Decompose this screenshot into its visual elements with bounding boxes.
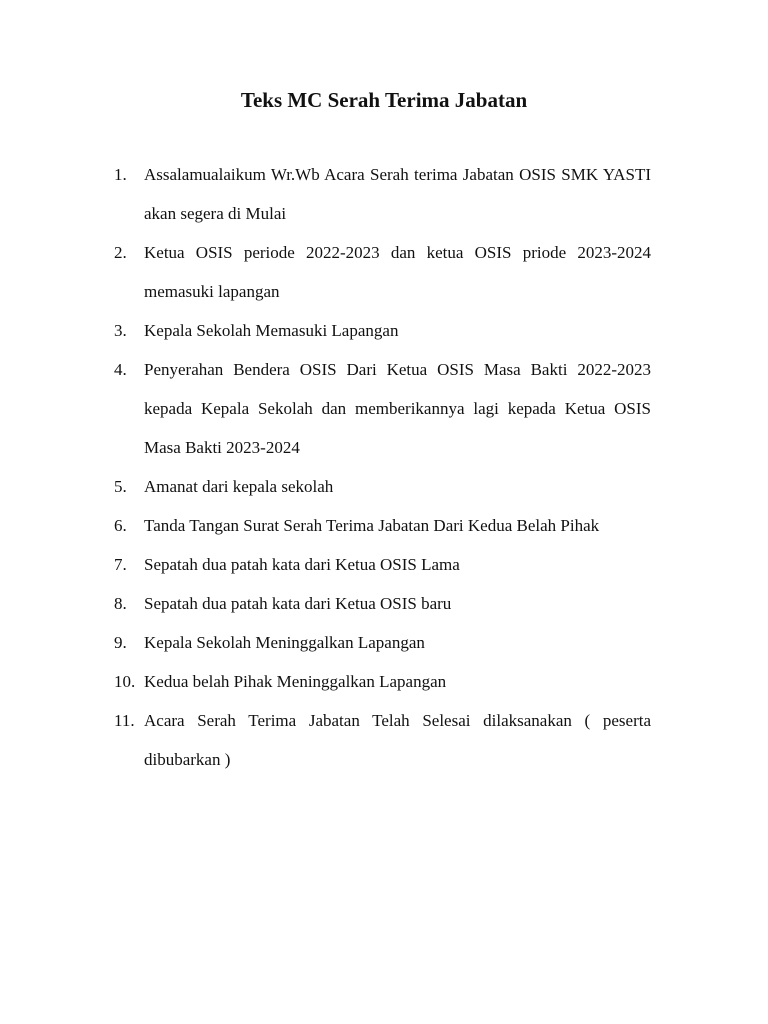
- list-item: [114, 701, 651, 779]
- list-item-number: 5.: [114, 477, 127, 496]
- list-item-text: Kedua belah Pihak Meninggalkan Lapangan: [144, 672, 447, 691]
- list-item: [114, 155, 651, 233]
- list-item-number: 4.: [114, 360, 127, 379]
- list-item-text: Assalamualaikum Wr.Wb Acara Serah terima Jabatan OSIS SMK YASTI akan segera di Mulai: [144, 165, 651, 223]
- list-item: [114, 350, 651, 467]
- list-item-number: 3.: [114, 321, 127, 340]
- list-item-number: 7.: [114, 555, 127, 574]
- list-item-number: 6.: [114, 516, 127, 535]
- list-item: [114, 623, 651, 662]
- list-item-text: Sepatah dua patah kata dari Ketua OSIS baru: [144, 594, 452, 613]
- list-item: [114, 662, 651, 701]
- list-item: [114, 545, 651, 584]
- list-item-number: 11.: [114, 711, 135, 730]
- list-item: [114, 467, 651, 506]
- agenda-list: [114, 155, 651, 779]
- list-item: [114, 506, 651, 545]
- list-item-text: Kepala Sekolah Memasuki Lapangan: [144, 321, 399, 340]
- list-item-number: 1.: [114, 165, 127, 184]
- list-item-number: 2.: [114, 243, 127, 262]
- list-item-number: 10.: [114, 672, 136, 691]
- list-item-number: 8.: [114, 594, 127, 613]
- list-item-text: Ketua OSIS periode 2022-2023 dan ketua OSIS priode 2023-2024 memasuki lapangan: [144, 243, 651, 301]
- list-item: [114, 233, 651, 311]
- list-item-text: Sepatah dua patah kata dari Ketua OSIS Lama: [144, 555, 460, 574]
- list-item-text: Tanda Tangan Surat Serah Terima Jabatan Dari Kedua Belah Pihak: [144, 516, 600, 535]
- list-item-number: 9.: [114, 633, 127, 652]
- page-title: Teks MC Serah Terima Jabatan: [240, 88, 528, 112]
- list-item-text: Amanat dari kepala sekolah: [144, 477, 334, 496]
- list-item-text: Kepala Sekolah Meninggalkan Lapangan: [144, 633, 425, 652]
- list-item: [114, 584, 651, 623]
- list-item: [114, 311, 651, 350]
- list-item-text: Acara Serah Terima Jabatan Telah Selesai dilaksanakan ( peserta dibubarkan ): [144, 711, 651, 769]
- list-item-text: Penyerahan Bendera OSIS Dari Ketua OSIS Masa Bakti 2022-2023 kepada Kepala Sekolah dan memberikannya lagi kepada Ketua OSIS Masa Bakti 2023-2024: [144, 360, 651, 457]
